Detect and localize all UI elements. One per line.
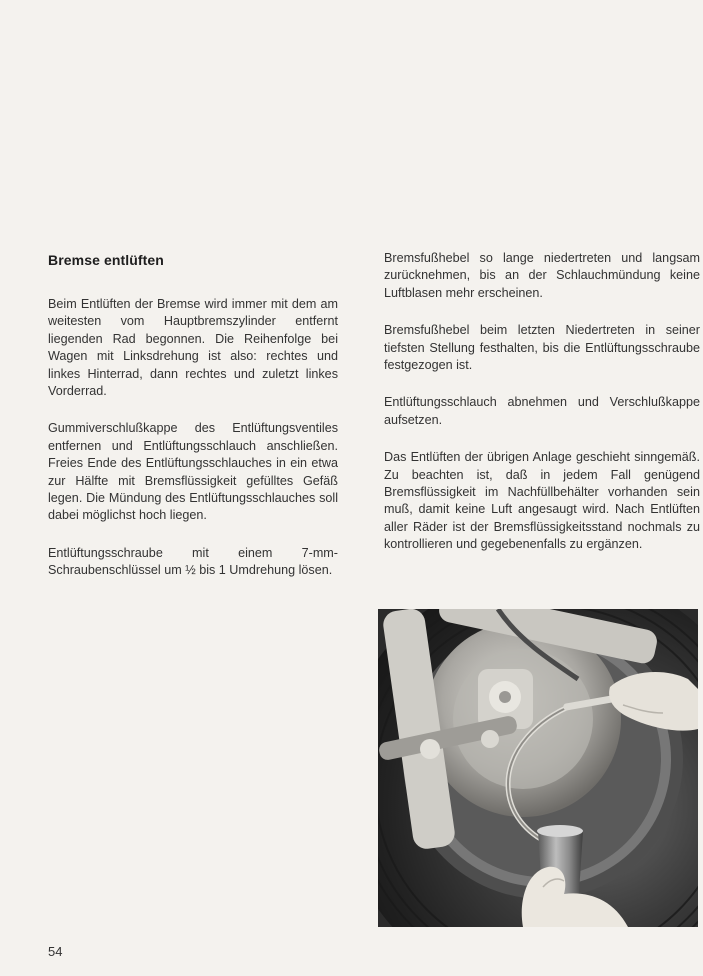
page-number: 54 xyxy=(48,944,63,959)
paragraph-attach-hose: Gummiverschlußkappe des Entlüftungsventiles entfernen und Entlüftungsschlauch anschließen. Freies Ende des Entlüftungsschlauches in ein etwa zur Hälfte mit Bremsflüssigkeit gefülltes Gefäß legen. Die Mündung des Entlüftungsschlauches soll dabei möglichst hoch liegen. xyxy=(48,421,338,523)
right-column xyxy=(384,250,700,574)
paragraph-remove-hose: Entlüftungsschlauch abnehmen und Verschlußkappe aufsetzen. xyxy=(384,395,700,427)
paragraph-hold-pedal: Bremsfußhebel beim letzten Niedertreten in seiner tiefsten Stellung festhalten, bis die Entlüftungsschraube festgezogen ist. xyxy=(384,323,700,373)
paragraph-loosen-screw: Entlüftungsschraube mit einem 7-mm-Schraubenschlüssel um ½ bis 1 Umdrehung lösen. xyxy=(48,545,338,578)
left-column xyxy=(48,252,338,600)
brake-bleeding-photo xyxy=(378,609,698,927)
paragraph-remaining-system: Das Entlüften der übrigen Anlage geschieht sinngemäß. Zu beachten ist, daß in jedem Fall genügend Bremsflüssigkeit im Nachfüllbehälter vorhanden sein muß, damit keine Luft angesaugt wird. Nach Entlüften aller Räder ist der Bremsflüssigkeitsstand nochmals zu kontrollieren und gegebenenfalls zu ergänzen. xyxy=(384,450,700,552)
paragraph-pump-pedal: Bremsfußhebel so lange niedertreten und langsam zurücknehmen, bis an der Schlauchmündung keine Luftblasen mehr erscheinen. xyxy=(384,251,700,300)
paragraph-bleeding-order: Beim Entlüften der Bremse wird immer mit dem am weitesten vom Hauptbremszylinder entfernt liegenden Rad begonnen. Die Reihenfolge bei Wagen mit Linksdrehung ist also: rechtes und linkes Hinterrad, dann rechtes und zuletzt linkes Vorderrad. xyxy=(48,297,338,399)
section-heading: Bremse entlüften xyxy=(48,252,164,268)
